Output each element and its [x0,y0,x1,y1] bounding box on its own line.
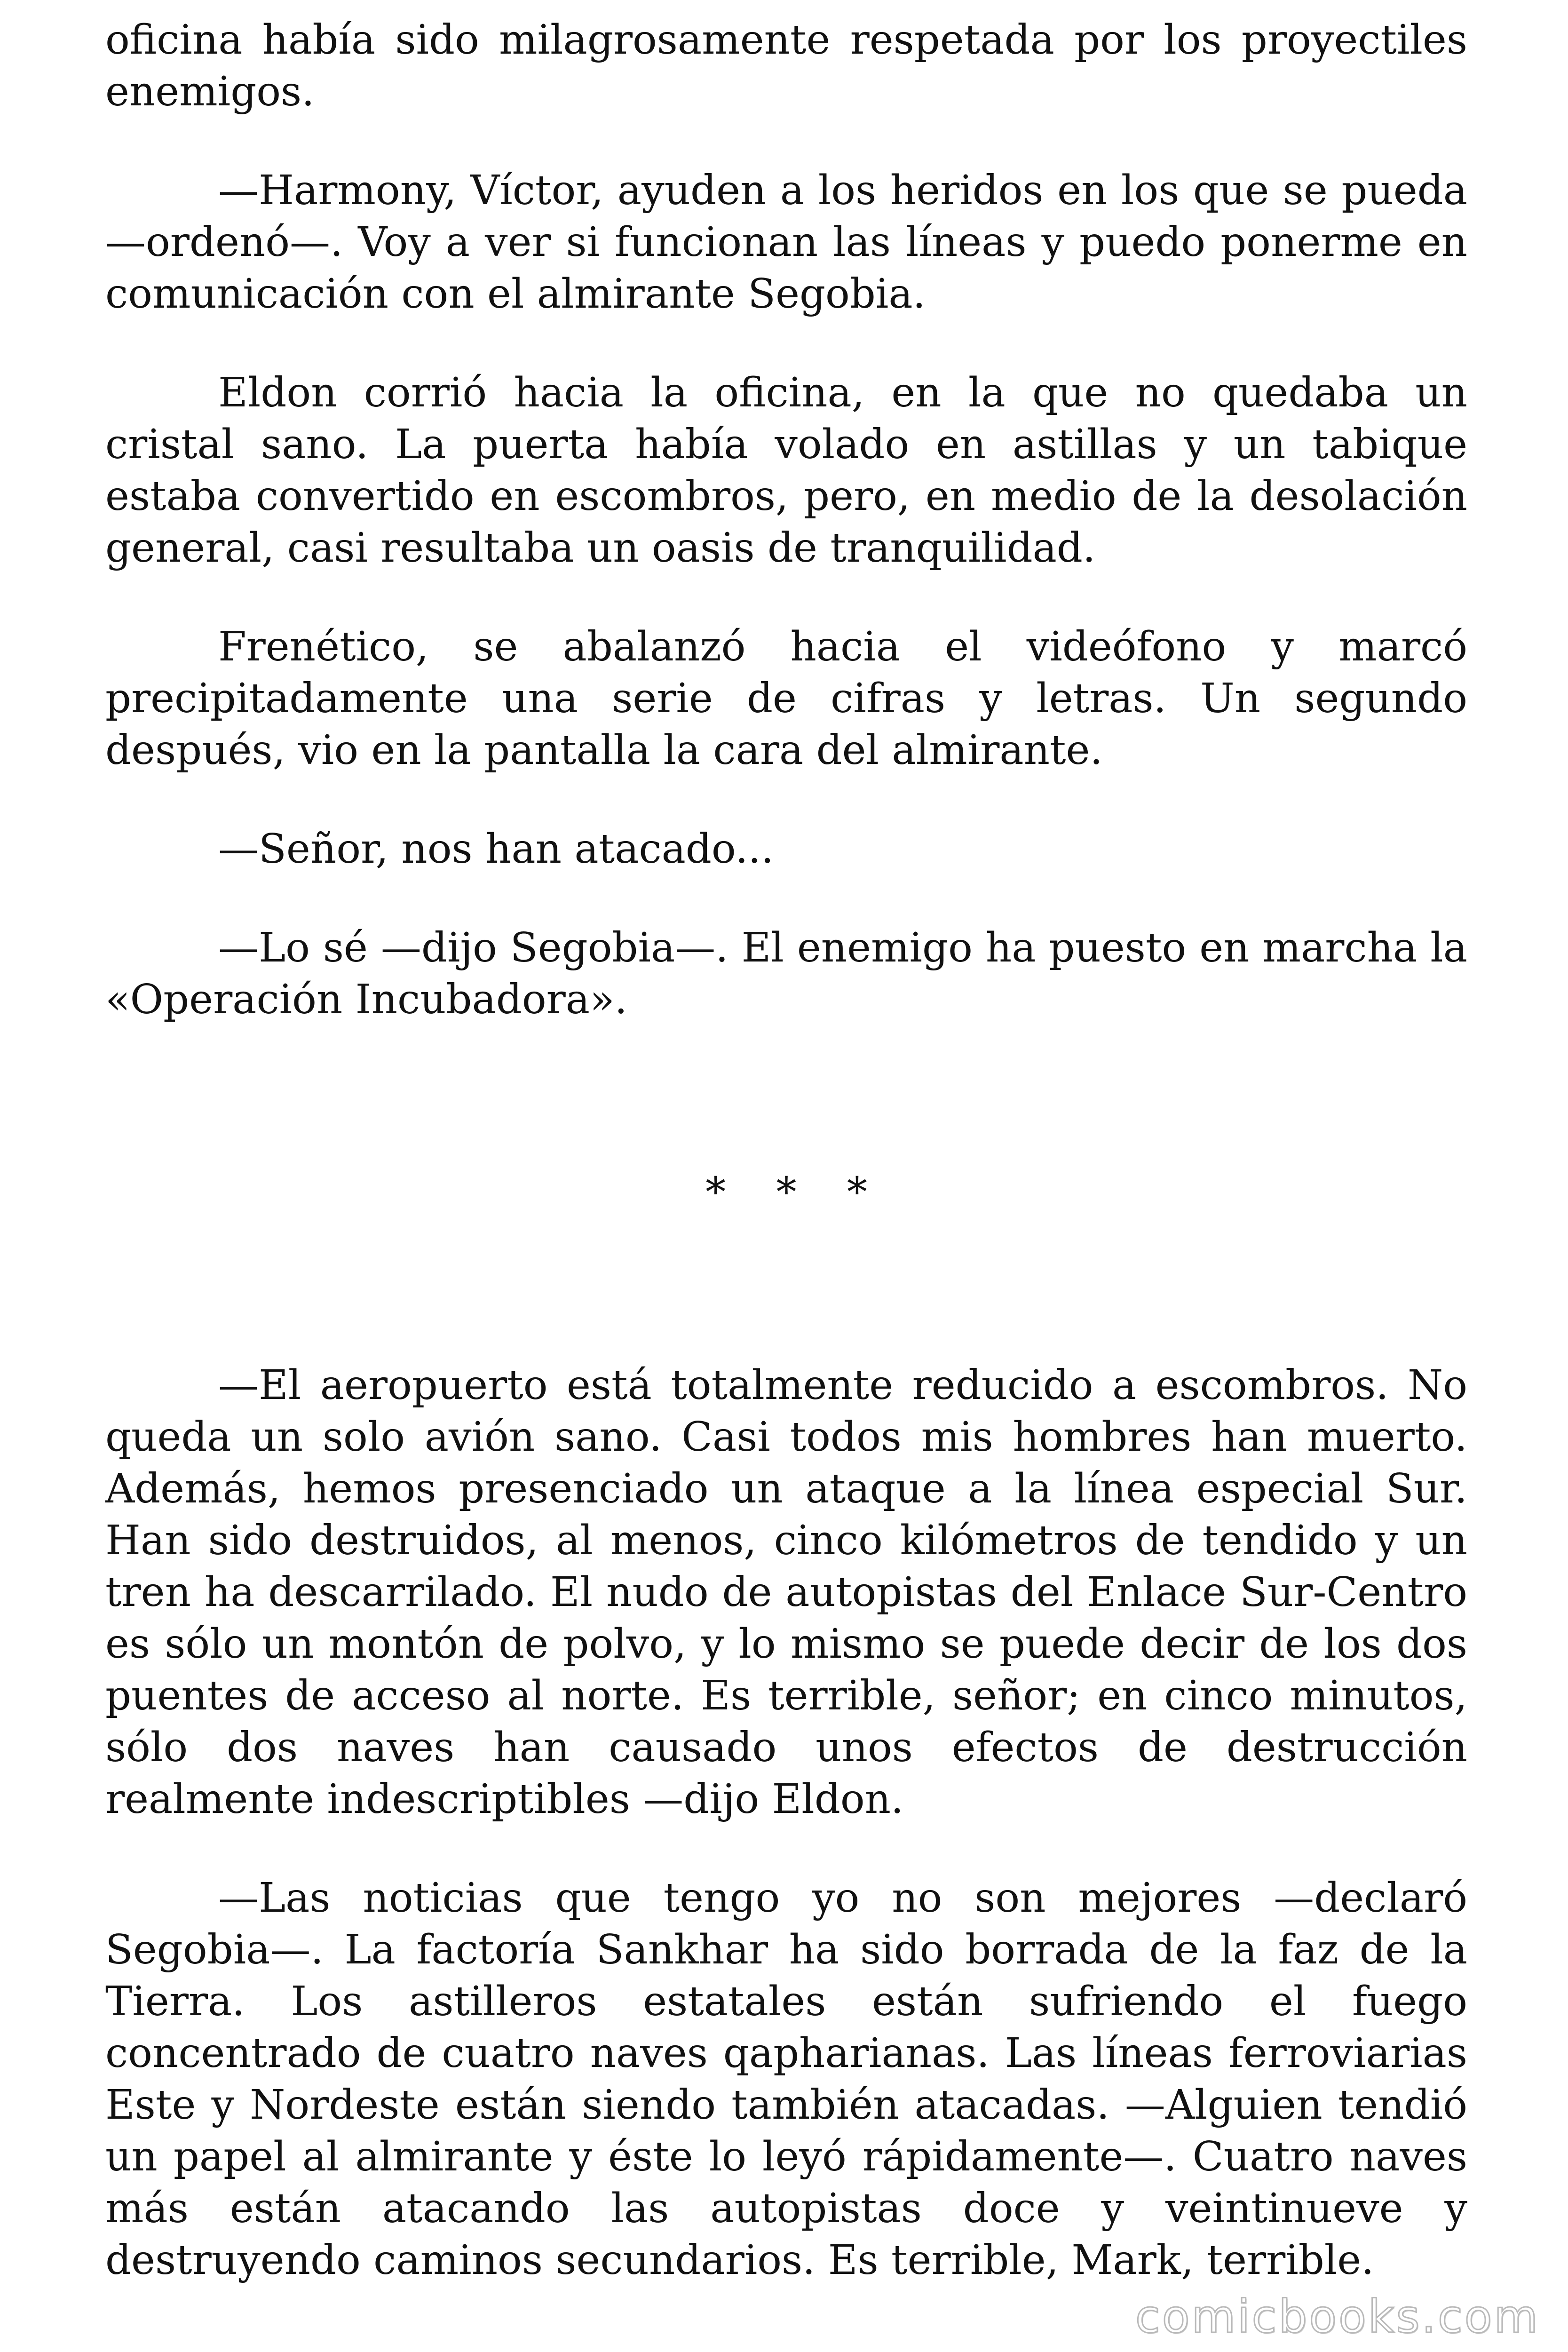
watermark-logo: comicbooks.com [1135,2290,1540,2343]
paragraph-5: —Señor, nos han atacado... [218,826,774,873]
paragraph-2: —Harmony, Víctor, ayuden a los heridos en los que se pueda —ordenó—. Voy a ver si funcionan las líneas y puedo ponerme en comunicación con el almirante Segobia. [105,167,1467,318]
paragraph-4: Frenético, se abalanzó hacia el videófono y marcó precipitadamente una serie de cifras y letras. Un segundo después, vio en la pantalla la cara del almirante. [105,623,1467,774]
paragraph-8: —Las noticias que tengo yo no son mejores —declaró Segobia—. La factoría Sankhar ha sido borrada de la faz de la Tierra. Los astilleros estatales están sufriendo el fuego concentrado de cuatro naves qapharianas. Las líneas ferroviarias Este y Nordeste están siendo también atacadas. —Alguien tendió un papel al almirante y éste lo leyó rápidamente—. Cuatro naves más están atacando las autopistas doce y veintinueve y destruyendo caminos secundarios. Es terrible, Mark, terrible. [105,1875,1467,2284]
book-page [105,14,1467,2286]
section-break: * * * [705,1169,886,1216]
paragraph-7: —El aeropuerto está totalmente reducido a escombros. No queda un solo avión sano. Casi todos mis hombres han muerto. Además, hemos presenciado un ataque a la línea especial Sur. Han sido destruidos, al menos, cinco kilómetros de tendido y un tren ha descarrilado. El nudo de autopistas del Enlace Sur-Centro es sólo un montón de polvo, y lo mismo se puede decir de los dos puentes de acceso al norte. Es terrible, señor; en cinco minutos, sólo dos naves han causado unos efectos de destrucción realmente indescriptibles —dijo Eldon. [105,1362,1467,1823]
paragraph-6: —Lo sé —dijo Segobia—. El enemigo ha puesto en marcha la «Operación Incubadora». [105,924,1467,1023]
paragraph-3: Eldon corrió hacia la oficina, en la que no quedaba un cristal sano. La puerta había volado en astillas y un tabique estaba convertido en escombros, pero, en medio de la desolación general, casi resultaba un oasis de tranquilidad. [105,369,1467,572]
paragraph-1: oficina había sido milagrosamente respetada por los proyectiles enemigos. [105,16,1467,115]
